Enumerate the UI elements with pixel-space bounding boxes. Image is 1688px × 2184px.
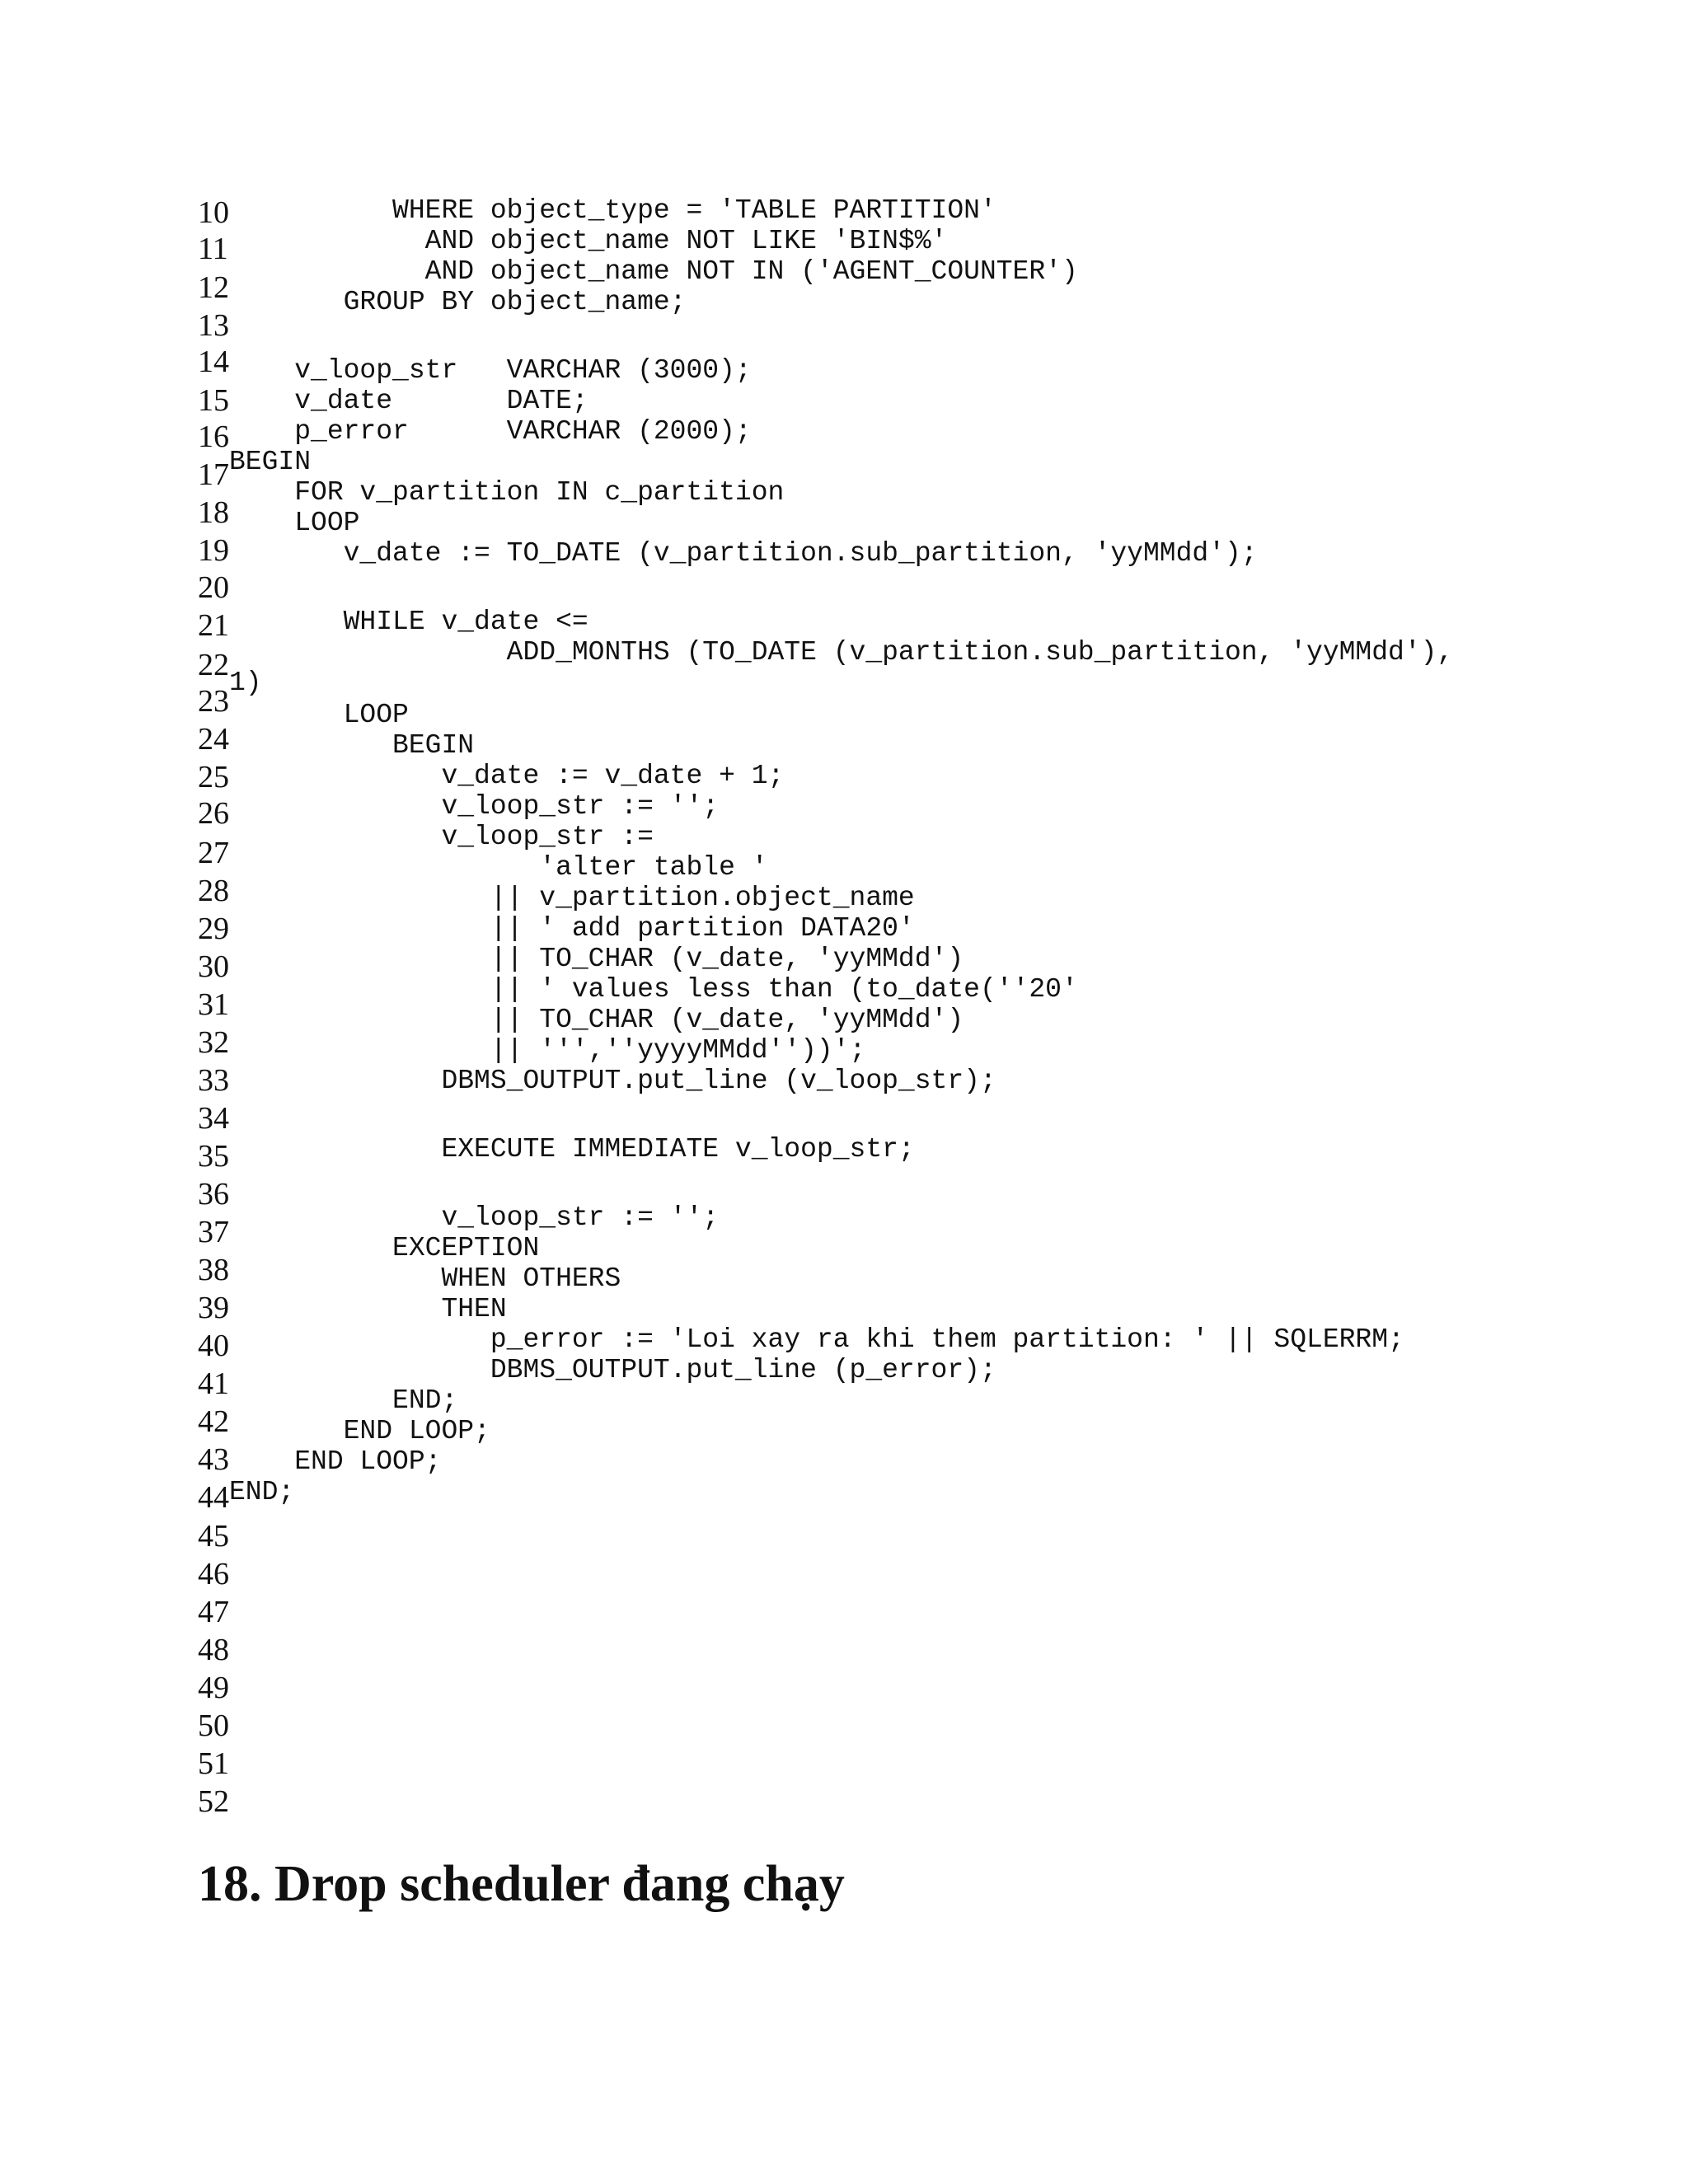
code-line: END; (229, 1477, 295, 1507)
line-number: 31 (198, 987, 229, 1022)
line-number: 19 (198, 533, 229, 568)
code-line: p_error := 'Loi xay ra khi them partition: ' || SQLERRM; (229, 1324, 1404, 1355)
line-number: 34 (198, 1101, 229, 1136)
line-number: 24 (198, 722, 229, 757)
code-line: BEGIN (229, 447, 312, 477)
line-number: 37 (198, 1215, 229, 1249)
section-heading: 18. Drop scheduler đang chạy (198, 1856, 845, 1912)
code-line: || ' add partition DATA20' (229, 913, 915, 944)
code-line: 1) (229, 668, 262, 698)
line-number: 40 (198, 1329, 229, 1363)
code-line: v_date := v_date + 1; (229, 761, 785, 791)
line-number: 51 (198, 1746, 229, 1781)
line-number: 23 (198, 684, 229, 719)
code-line: DBMS_OUTPUT.put_line (v_loop_str); (229, 1066, 996, 1096)
code-line: GROUP BY object_name; (229, 287, 687, 317)
code-line: END LOOP; (229, 1446, 442, 1477)
code-line: LOOP (229, 700, 409, 730)
code-line: EXCEPTION (229, 1233, 540, 1263)
code-line: WHERE object_type = 'TABLE PARTITION' (229, 195, 996, 226)
line-number: 33 (198, 1063, 229, 1098)
line-number: 29 (198, 912, 229, 946)
line-number: 26 (198, 796, 229, 831)
line-number: 14 (198, 344, 229, 379)
line-number: 41 (198, 1366, 229, 1401)
line-number: 32 (198, 1025, 229, 1060)
line-number: 52 (198, 1784, 229, 1819)
code-line: v_loop_str := ''; (229, 791, 720, 822)
code-line: DBMS_OUTPUT.put_line (p_error); (229, 1355, 996, 1385)
line-number: 11 (198, 232, 228, 266)
line-number: 35 (198, 1139, 229, 1174)
line-number: 38 (198, 1253, 229, 1287)
code-line: || v_partition.object_name (229, 883, 915, 913)
code-line: || TO_CHAR (v_date, 'yyMMdd') (229, 944, 964, 974)
line-number: 44 (198, 1480, 229, 1515)
code-line: WHILE v_date <= (229, 607, 588, 637)
code-line: AND object_name NOT IN ('AGENT_COUNTER') (229, 256, 1078, 287)
code-line: BEGIN (229, 730, 475, 761)
line-number: 30 (198, 949, 229, 984)
line-number: 20 (198, 570, 229, 605)
line-number: 43 (198, 1442, 229, 1477)
code-line: v_loop_str := ''; (229, 1202, 720, 1233)
line-number: 28 (198, 874, 229, 908)
line-number: 22 (198, 648, 229, 682)
code-line: LOOP (229, 508, 360, 538)
line-number: 25 (198, 760, 229, 794)
line-number: 47 (198, 1595, 229, 1629)
line-number: 18 (198, 495, 229, 530)
code-line: WHEN OTHERS (229, 1263, 621, 1294)
line-number: 48 (198, 1633, 229, 1667)
line-number: 27 (198, 836, 229, 870)
line-number: 45 (198, 1519, 229, 1554)
code-line: ADD_MONTHS (TO_DATE (v_partition.sub_partition, 'yyMMdd'), (229, 637, 1454, 668)
line-number: 13 (198, 308, 229, 343)
line-number: 49 (198, 1671, 229, 1705)
code-line: 'alter table ' (229, 852, 768, 883)
code-line: v_date := TO_DATE (v_partition.sub_partition, 'yyMMdd'); (229, 538, 1258, 569)
code-line: FOR v_partition IN c_partition (229, 477, 785, 508)
line-number: 17 (198, 457, 229, 492)
line-number: 21 (198, 608, 229, 643)
code-line: END; (229, 1385, 458, 1416)
code-line: p_error VARCHAR (2000); (229, 416, 752, 447)
line-number: 15 (198, 383, 229, 418)
code-line: AND object_name NOT LIKE 'BIN$%' (229, 226, 948, 256)
line-number: 12 (198, 270, 229, 305)
code-line: THEN (229, 1294, 507, 1324)
line-number: 42 (198, 1404, 229, 1439)
code-line: || ' values less than (to_date(''20' (229, 974, 1078, 1005)
line-number: 50 (198, 1708, 229, 1743)
code-line: v_date DATE; (229, 386, 588, 416)
line-number: 36 (198, 1177, 229, 1212)
line-number: 10 (198, 195, 229, 230)
code-line: v_loop_str := (229, 822, 654, 852)
code-line: || TO_CHAR (v_date, 'yyMMdd') (229, 1005, 964, 1035)
code-line: END LOOP; (229, 1416, 490, 1446)
code-line: v_loop_str VARCHAR (3000); (229, 355, 752, 386)
code-line: EXECUTE IMMEDIATE v_loop_str; (229, 1134, 915, 1165)
code-line: || ''',''yyyyMMdd''))'; (229, 1035, 866, 1066)
line-number: 16 (198, 419, 229, 454)
line-number: 46 (198, 1557, 229, 1591)
line-number: 39 (198, 1291, 229, 1325)
